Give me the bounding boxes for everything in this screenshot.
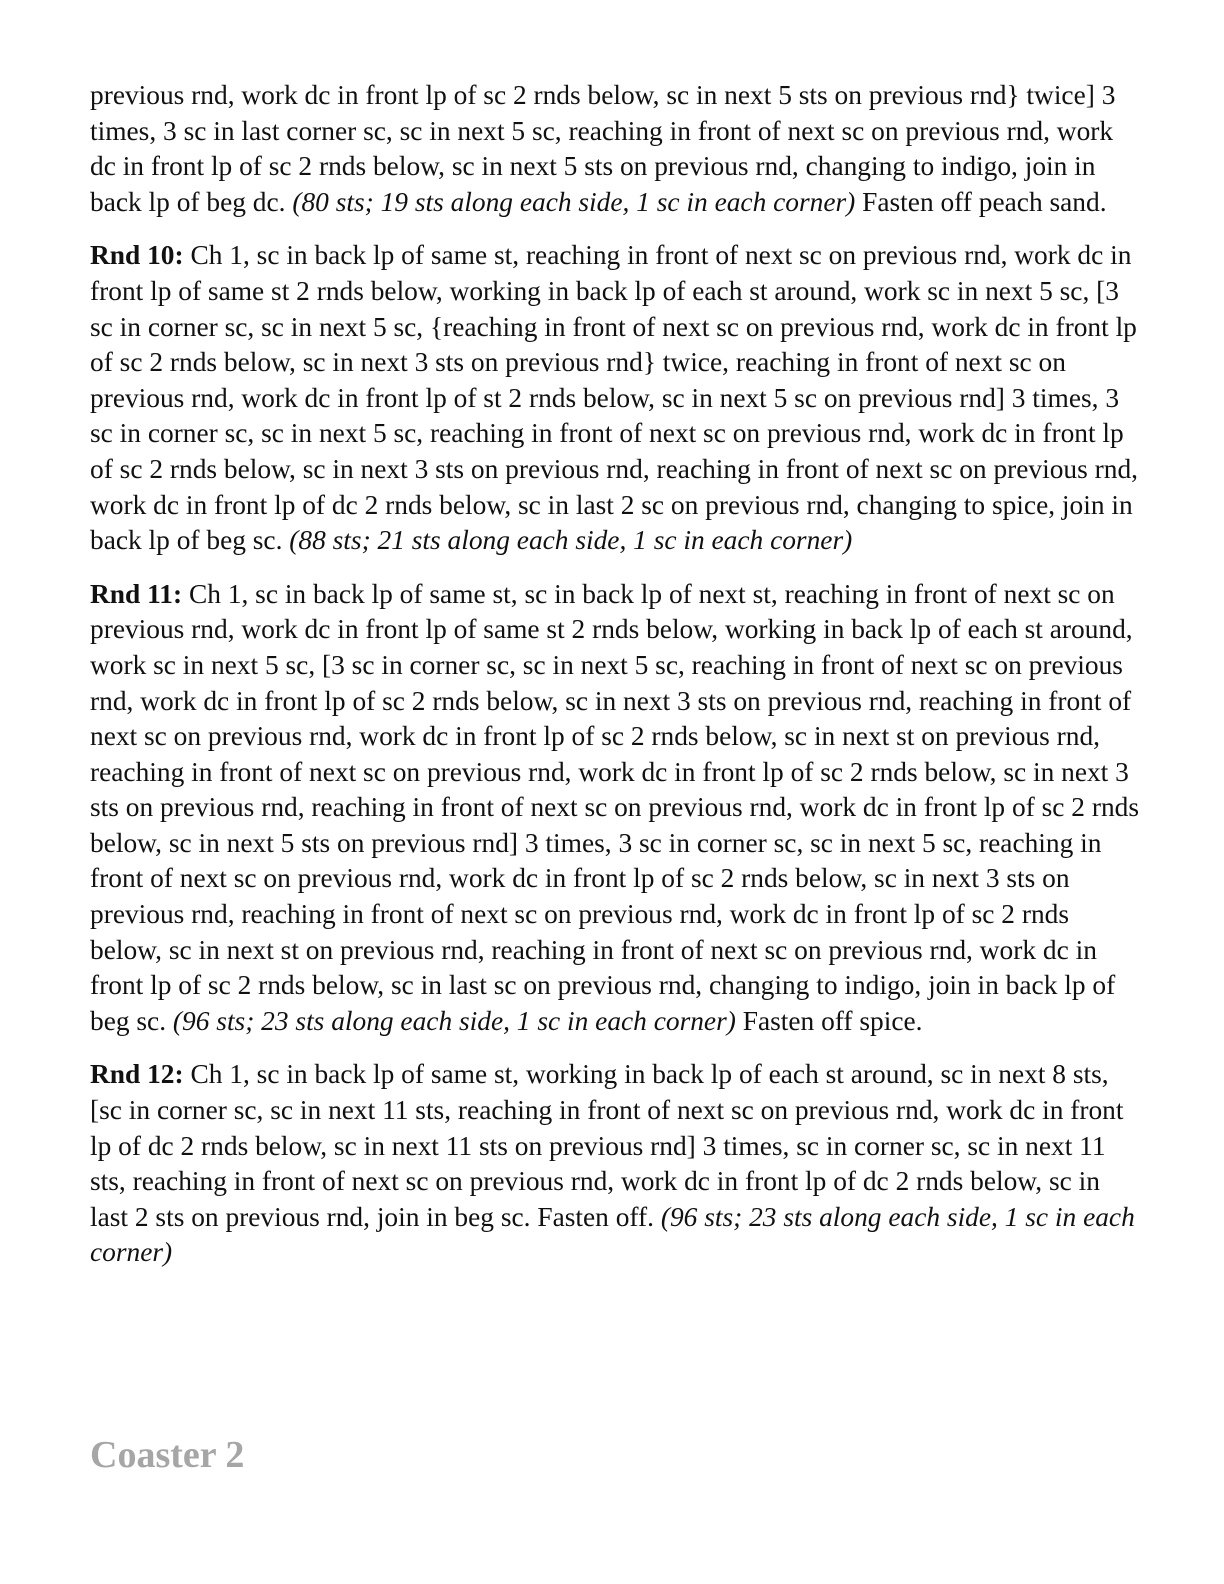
paragraph-rnd-10 <box>90 238 1140 558</box>
paragraph-tail: Fasten off peach sand. <box>855 186 1107 217</box>
round-label: Rnd 10: <box>90 240 184 271</box>
paragraph-rnd-12 <box>90 1057 1140 1271</box>
section-heading-coaster-2: Coaster 2 <box>90 1434 245 1476</box>
paragraph-rnd-9-continuation <box>90 78 1140 220</box>
round-label: Rnd 11: <box>90 578 183 609</box>
paragraph-text: Ch 1, sc in back lp of same st, working in back lp of each st around, sc in next 8 sts, [sc in corner sc, sc in next 11 sts, reaching in front of next sc on previous rnd, work dc in front lp of dc 2 rnds below, sc in next 11 sts on previous rnd] 3 times, sc in corner sc, sc in next 11 sts, reaching in front of next sc on previous rnd, work dc in front lp of dc 2 rnds below, sc in last 2 sts on previous rnd, join in beg sc. Fasten off. <box>90 1059 1124 1232</box>
paragraph-tail: Fasten off spice. <box>735 1005 923 1036</box>
stitch-count-note: (96 sts; 23 sts along each side, 1 sc in each corner) <box>172 1005 736 1036</box>
document-page <box>90 78 1140 1289</box>
round-label: Rnd 12: <box>90 1059 184 1090</box>
stitch-count-note: (96 sts; 23 sts along each side, 1 sc in each corner) <box>90 1201 1135 1268</box>
paragraph-text: previous rnd, work dc in front lp of sc 2 rnds below, sc in next 5 sts on previous rnd} twice] 3 times, 3 sc in last corner sc, sc in next 5 sc, reaching in front of next sc on previous rnd, work dc in front lp of sc 2 rnds below, sc in next 5 sts on previous rnd, changing to indigo, join in back lp of beg dc. <box>90 80 1116 217</box>
stitch-count-note: (80 sts; 19 sts along each side, 1 sc in each corner) <box>292 186 856 217</box>
paragraph-rnd-11 <box>90 577 1140 1040</box>
paragraph-text: Ch 1, sc in back lp of same st, reaching in front of next sc on previous rnd, work dc in front lp of same st 2 rnds below, working in back lp of each st around, work sc in next 5 sc, [3 sc in corner sc, sc in next 5 sc, {reaching in front of next sc on previous rnd, work dc in front lp of sc 2 rnds below, sc in next 3 sts on previous rnd} twice, reaching in front of next sc on previous rnd, work dc in front lp of st 2 rnds below, sc in next 5 sc on previous rnd] 3 times, 3 sc in corner sc, sc in next 5 sc, reaching in front of next sc on previous rnd, work dc in front lp of sc 2 rnds below, sc in next 3 sts on previous rnd, reaching in front of next sc on previous rnd, work dc in front lp of dc 2 rnds below, sc in last 2 sc on previous rnd, changing to spice, join in back lp of beg sc. <box>90 240 1138 556</box>
paragraph-text: Ch 1, sc in back lp of same st, sc in back lp of next st, reaching in front of next sc on previous rnd, work dc in front lp of same st 2 rnds below, working in back lp of each st around, work sc in next 5 sc, [3 sc in corner sc, sc in next 5 sc, reaching in front of next sc on previous rnd, work dc in front lp of sc 2 rnds below, sc in next 3 sts on previous rnd, reaching in front of next sc on previous rnd, work dc in front lp of sc 2 rnds below, sc in next st on previous rnd, reaching in front of next sc on previous rnd, work dc in front lp of sc 2 rnds below, sc in next 3 sts on previous rnd, reaching in front of next sc on previous rnd, work dc in front lp of sc 2 rnds below, sc in next 5 sts on previous rnd] 3 times, 3 sc in corner sc, sc in next 5 sc, reaching in front of next sc on previous rnd, work dc in front lp of sc 2 rnds below, sc in next 3 sts on previous rnd, reaching in front of next sc on previous rnd, work dc in front lp of sc 2 rnds below, sc in next st on previous rnd, reaching in front of next sc on previous rnd, work dc in front lp of sc 2 rnds below, sc in last sc on previous rnd, changing to indigo, join in back lp of beg sc. <box>90 578 1140 1036</box>
stitch-count-note: (88 sts; 21 sts along each side, 1 sc in each corner) <box>289 525 853 556</box>
